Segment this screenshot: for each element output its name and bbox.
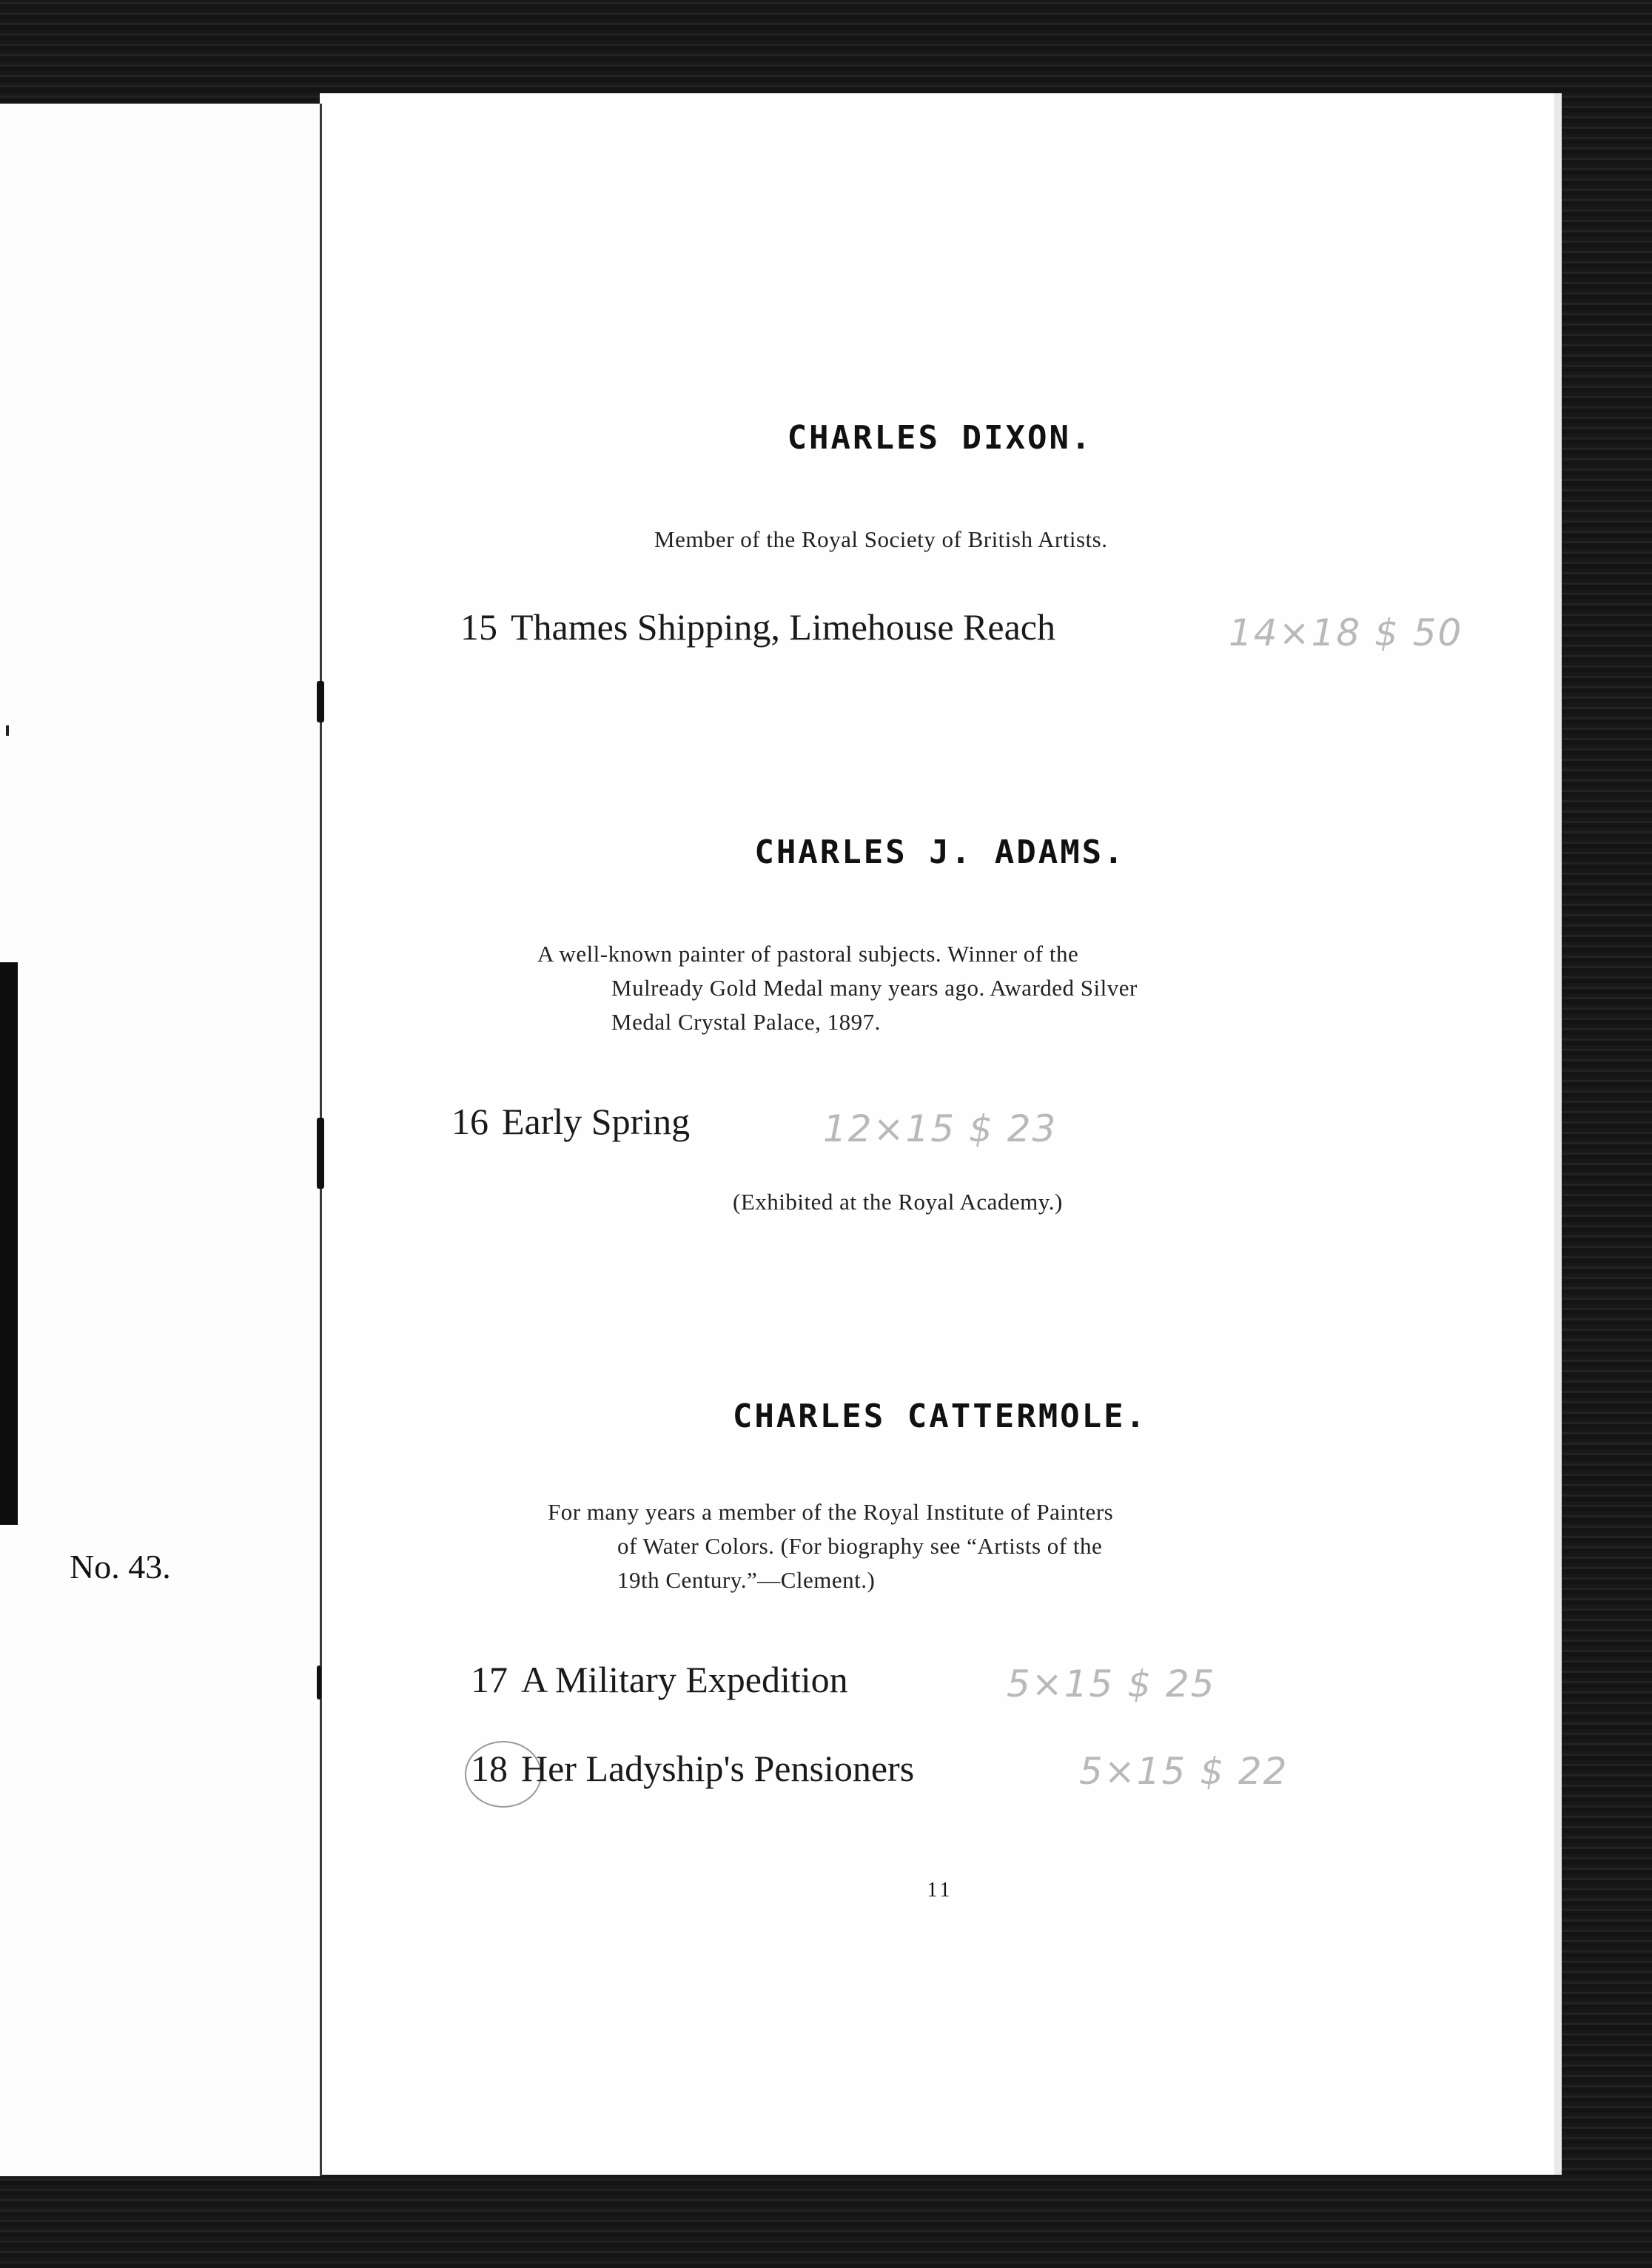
left-page [0, 104, 320, 2176]
artist-description [654, 523, 1107, 557]
artist-heading: CHARLES DIXON. [787, 419, 1093, 457]
description-line: Member of the Royal Society of British Artists. [654, 526, 1108, 552]
side-note: No. 43. [70, 1548, 171, 1586]
catalogue-entry [423, 605, 1055, 648]
description-line: For many years a member of the Royal Institute of Painters [548, 1499, 1114, 1525]
catalogue-entry [414, 1100, 690, 1143]
handwritten-annotation: 12×15 $ 23 [823, 1107, 1058, 1150]
artist-heading: CHARLES CATTERMOLE. [732, 1398, 1148, 1435]
entry-title: Early Spring [502, 1101, 691, 1142]
description-line: Mulready Gold Medal many years ago. Awarded Silver [611, 975, 1138, 1001]
artist-description [537, 937, 1138, 1039]
gutter-mark [317, 1118, 324, 1189]
catalogue-entry [434, 1658, 848, 1701]
left-page-shadow [0, 962, 18, 1525]
entry-number: 16 [451, 1101, 488, 1142]
handwritten-annotation: 5×15 $ 22 [1079, 1750, 1289, 1793]
page-number: 11 [927, 1879, 953, 1902]
handwritten-annotation: 5×15 $ 25 [1007, 1663, 1216, 1705]
description-line: 19th Century.”—Clement.) [617, 1567, 876, 1593]
entry-number: 17 [471, 1659, 508, 1700]
page-edge [1554, 93, 1562, 2175]
entry-title: Her Ladyship's Pensioners [521, 1748, 915, 1789]
gutter-mark [317, 1665, 321, 1700]
artist-heading: CHARLES J. ADAMS. [754, 833, 1126, 871]
gutter-mark [317, 681, 324, 722]
exhibition-note: (Exhibited at the Royal Academy.) [733, 1189, 1063, 1215]
artist-description [548, 1495, 1113, 1597]
description-line: Medal Crystal Palace, 1897. [611, 1009, 881, 1035]
entry-title: A Military Expedition [521, 1659, 848, 1700]
entry-number: 18 [471, 1748, 508, 1789]
description-line: of Water Colors. (For biography see “Artists of the [617, 1533, 1103, 1559]
catalogue-entry [434, 1747, 914, 1790]
handwritten-annotation: 14×18 $ 50 [1229, 611, 1463, 654]
left-page-mark [6, 725, 9, 736]
description-line: A well-known painter of pastoral subjects. Winner of the [537, 941, 1079, 967]
entry-title: Thames Shipping, Limehouse Reach [511, 606, 1055, 648]
entry-number: 15 [460, 606, 497, 648]
